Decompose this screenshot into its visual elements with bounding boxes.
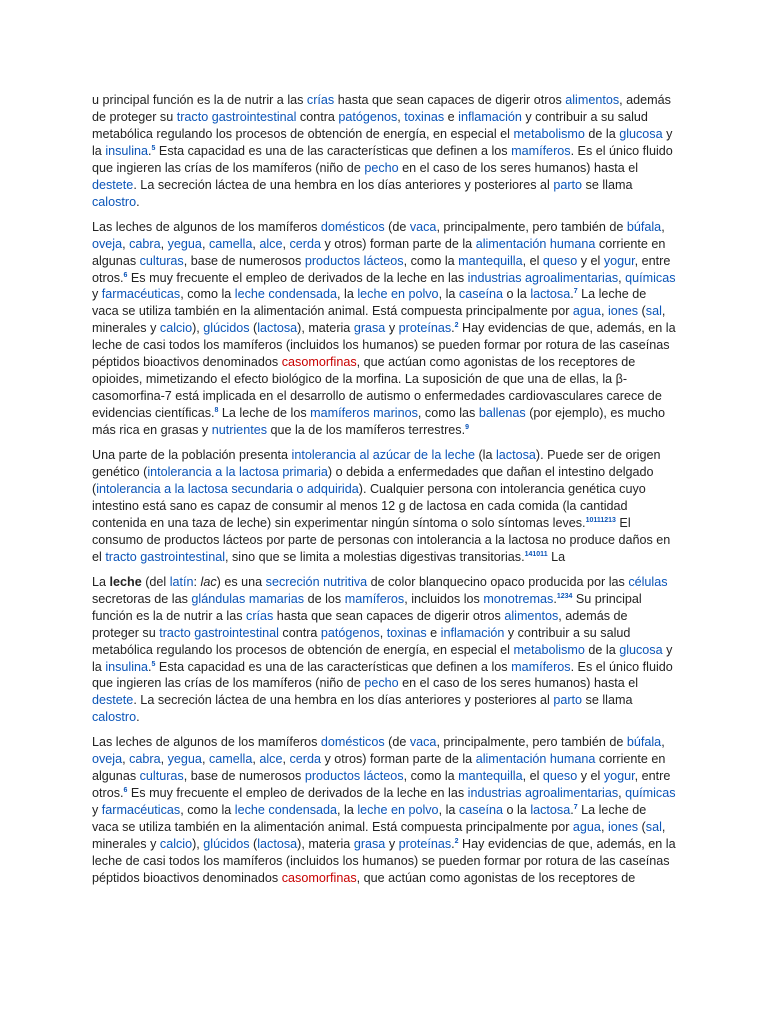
- text-run: (de: [384, 735, 410, 750]
- wiki-link[interactable]: químicas: [625, 270, 676, 285]
- text-run: , como la: [180, 287, 235, 302]
- wiki-link[interactable]: alce: [259, 236, 283, 251]
- wiki-link[interactable]: oveja: [92, 236, 123, 251]
- text-run: La leche de vaca se utiliza también en la alimentación animal. Está compuesta principalmente por: [92, 287, 647, 319]
- text-run: ), materia: [297, 837, 354, 852]
- text-run: ),: [192, 321, 204, 336]
- text-run: ,: [600, 820, 608, 835]
- text-run: , además de proteger su: [92, 608, 628, 640]
- wiki-link[interactable]: productos lácteos: [304, 769, 404, 784]
- wiki-link[interactable]: industrias agroalimentarias: [467, 270, 619, 285]
- text-run: , principalmente, pero también de: [436, 219, 627, 234]
- wiki-link[interactable]: secreción nutritiva: [265, 574, 368, 589]
- text-run: de la: [584, 126, 620, 141]
- text-run: , incluidos los: [404, 591, 484, 606]
- text-run: contra: [296, 109, 339, 124]
- wiki-link[interactable]: lactosa: [530, 803, 571, 818]
- italic-term: lac: [200, 574, 217, 589]
- wiki-link[interactable]: yogur: [603, 769, 635, 784]
- text-run: corriente en algunas: [92, 752, 666, 784]
- text-run: o la: [503, 803, 531, 818]
- wiki-link[interactable]: yogur: [603, 253, 635, 268]
- wiki-link[interactable]: caseína: [458, 287, 503, 302]
- reference-mark[interactable]: 6: [123, 271, 128, 279]
- text-run: corriente en algunas: [92, 236, 666, 268]
- wiki-link[interactable]: células: [628, 574, 668, 589]
- wiki-link[interactable]: ballenas: [478, 406, 526, 421]
- wiki-link[interactable]: iones: [607, 304, 639, 319]
- wiki-link[interactable]: agua: [572, 820, 601, 835]
- text-run: se llama: [582, 693, 633, 708]
- wiki-link[interactable]: cabra: [129, 236, 161, 251]
- wiki-link[interactable]: inflamación: [458, 109, 522, 124]
- wiki-link[interactable]: latín: [169, 574, 194, 589]
- text-run: ,: [201, 236, 209, 251]
- wiki-link[interactable]: búfala: [626, 735, 662, 750]
- wiki-link[interactable]: vaca: [409, 219, 437, 234]
- text-run: en el caso de los seres humanos) hasta el: [398, 676, 639, 691]
- text-run: hasta que sean capaces de digerir otros: [273, 608, 505, 623]
- text-run: y otros) forman parte de la: [320, 752, 476, 767]
- wiki-link[interactable]: calostro: [92, 710, 137, 725]
- text-run: (la: [474, 448, 496, 463]
- wiki-link[interactable]: lactosa: [257, 837, 298, 852]
- wiki-link[interactable]: productos lácteos: [304, 253, 404, 268]
- text-run: Es muy frecuente el empleo de derivados de la leche en las: [127, 786, 468, 801]
- reference-mark[interactable]: 5: [151, 144, 156, 152]
- text-run: , el: [522, 769, 543, 784]
- text-run: .: [136, 710, 140, 725]
- red-link[interactable]: casomorfinas: [281, 355, 357, 370]
- text-run: hasta que sean capaces de digerir otros: [334, 93, 566, 107]
- wiki-link[interactable]: cerda: [289, 236, 321, 251]
- text-run: e: [444, 109, 459, 124]
- text-run: ,: [618, 786, 626, 801]
- wiki-link[interactable]: tracto gastrointestinal: [105, 549, 226, 564]
- wiki-link[interactable]: cabra: [129, 752, 161, 767]
- wiki-link[interactable]: vaca: [409, 735, 437, 750]
- text-run: ,: [252, 752, 260, 767]
- text-run: y la: [92, 126, 673, 158]
- text-run: Su principal función es la de nutrir a las: [92, 591, 642, 623]
- wiki-link[interactable]: destete: [92, 693, 134, 708]
- wiki-link[interactable]: culturas: [139, 769, 184, 784]
- text-run: de color blanquecino opaco producida por las: [367, 574, 629, 589]
- wiki-link[interactable]: búfala: [626, 219, 662, 234]
- text-run: La: [92, 574, 110, 589]
- text-run: . La secreción láctea de una hembra en los días anteriores y posteriores al: [133, 693, 554, 708]
- text-run: , que actúan como agonistas de los receptores de: [356, 870, 636, 885]
- text-run: (: [638, 820, 646, 835]
- paragraph-3: [92, 447, 676, 566]
- text-run: ,: [160, 752, 168, 767]
- text-run: secretoras de las: [92, 591, 192, 606]
- text-run: , la: [337, 287, 358, 302]
- text-run: La leche de vaca se utiliza también en la alimentación animal. Está compuesta principalmente por: [92, 803, 647, 835]
- text-run: ,: [282, 752, 290, 767]
- text-run: .: [148, 143, 152, 158]
- wiki-link[interactable]: intolerancia a la lactosa secundaria o adquirida: [96, 481, 359, 496]
- text-run: ) o debida a enfermedades que dañan el intestino delgado (: [92, 465, 654, 496]
- wiki-link[interactable]: grasa: [353, 321, 386, 336]
- wiki-link[interactable]: camella: [208, 236, 253, 251]
- text-run: ,: [201, 752, 209, 767]
- wiki-link[interactable]: caseína: [458, 803, 503, 818]
- text-run: Una parte de la población presenta: [92, 448, 292, 463]
- wiki-link[interactable]: leche condensada: [234, 287, 338, 302]
- wiki-link[interactable]: leche condensada: [234, 803, 338, 818]
- reference-mark[interactable]: 7: [573, 288, 578, 296]
- text-run: La leche de los: [218, 406, 311, 421]
- text-run: . La secreción láctea de una hembra en los días anteriores y posteriores al: [133, 177, 554, 192]
- wiki-link[interactable]: industrias agroalimentarias: [467, 786, 619, 801]
- wiki-link[interactable]: glucosa: [619, 126, 663, 141]
- text-run: , además de proteger su: [92, 93, 671, 124]
- text-run: , la: [337, 803, 358, 818]
- text-run: y el: [577, 769, 604, 784]
- wiki-link[interactable]: químicas: [625, 786, 676, 801]
- wiki-link[interactable]: destete: [92, 177, 134, 192]
- text-run: ,: [122, 752, 130, 767]
- text-run: y contribuir a su salud metabólica regulando los procesos de obtención de energía, en especial el: [92, 625, 631, 657]
- text-run: Las leches de algunos de los mamíferos: [92, 735, 321, 750]
- text-run: y: [385, 321, 399, 336]
- wiki-link[interactable]: metabolismo: [513, 642, 585, 657]
- text-run: ,: [122, 236, 130, 251]
- wiki-link[interactable]: oveja: [92, 752, 123, 767]
- wiki-link[interactable]: farmacéuticas: [101, 287, 181, 302]
- wiki-link[interactable]: calcio: [159, 837, 193, 852]
- text-run: Es muy frecuente el empleo de derivados de la leche en las: [127, 270, 468, 285]
- text-run: ). Puede ser de origen genético (: [92, 448, 661, 480]
- text-run: , que actúan como agonistas de los receptores de opioides, mimetizando el efecto biológico de la morfina. La suposición de que una de ellas, la β-casomorfina-7 está implicada en el desarrollo de autismo o enfermedades cardiovasculares carece de evidencias científicas.: [92, 355, 662, 421]
- text-run: de los: [304, 591, 345, 606]
- wiki-link[interactable]: culturas: [139, 253, 184, 268]
- wiki-link[interactable]: domésticos: [320, 219, 385, 234]
- wiki-link[interactable]: toxinas: [386, 625, 427, 640]
- reference-mark[interactable]: 5: [151, 660, 156, 668]
- text-run: .: [451, 321, 455, 336]
- reference-mark[interactable]: 2: [454, 837, 459, 845]
- text-run: se llama: [582, 177, 633, 192]
- text-run: Hay evidencias de que, además, en la leche de casi todos los mamíferos (incluidos los humanos) se pueden formar por rotura de las caseínas péptidos bioactivos denominados: [92, 321, 676, 370]
- paragraph-2: [92, 219, 676, 439]
- text-run: , sino que se limita a molestias digestivas transitorias.: [225, 549, 525, 564]
- reference-mark[interactable]: 2: [454, 322, 459, 330]
- text-run: ,: [160, 236, 168, 251]
- text-run: :: [193, 574, 201, 589]
- wiki-link[interactable]: patógenos: [320, 625, 380, 640]
- bold-term: leche: [109, 574, 142, 589]
- wiki-link[interactable]: insulina: [105, 143, 149, 158]
- text-run: , como la: [180, 803, 235, 818]
- wiki-link[interactable]: domésticos: [320, 735, 385, 750]
- text-run: y la: [92, 642, 673, 674]
- reference-mark[interactable]: 6: [123, 786, 128, 794]
- text-run: ) es una: [216, 574, 266, 589]
- text-run: en el caso de los seres humanos) hasta el: [398, 160, 639, 175]
- wiki-link[interactable]: calostro: [92, 194, 137, 209]
- reference-mark[interactable]: 10111213: [585, 516, 616, 524]
- wiki-link[interactable]: intolerancia a la lactosa primaria: [147, 465, 328, 480]
- wiki-link[interactable]: crías: [306, 93, 335, 107]
- text-run: (: [249, 837, 258, 852]
- text-run: .: [148, 659, 152, 674]
- text-run: .: [570, 287, 574, 302]
- wiki-link[interactable]: yegua: [167, 752, 202, 767]
- wiki-link[interactable]: camella: [208, 752, 253, 767]
- text-run: y otros) forman parte de la: [320, 236, 476, 251]
- article-body: [92, 92, 676, 895]
- wiki-link[interactable]: glucosa: [619, 642, 663, 657]
- wiki-link[interactable]: mantequilla: [458, 253, 523, 268]
- wiki-link[interactable]: mantequilla: [458, 769, 523, 784]
- wiki-link[interactable]: glúcidos: [203, 321, 250, 336]
- paragraph-5: [92, 734, 676, 887]
- text-run: Esta capacidad es una de las características que definen a los: [155, 143, 512, 158]
- wiki-link[interactable]: alimentación humana: [475, 752, 596, 767]
- text-run: , como la: [403, 769, 459, 784]
- text-run: .: [451, 837, 455, 852]
- text-run: de la: [584, 642, 620, 657]
- wiki-link[interactable]: glándulas mamarias: [191, 591, 305, 606]
- wiki-link[interactable]: monotremas: [483, 591, 554, 606]
- wiki-link[interactable]: leche en polvo: [357, 803, 439, 818]
- wiki-link[interactable]: mamíferos: [511, 659, 571, 674]
- text-run: contra: [278, 625, 321, 640]
- text-run: ,: [661, 219, 665, 234]
- reference-mark[interactable]: 7: [573, 803, 578, 811]
- wiki-link[interactable]: tracto gastrointestinal: [176, 109, 297, 124]
- wiki-link[interactable]: mamíferos: [344, 591, 405, 606]
- wiki-link[interactable]: yegua: [167, 236, 202, 251]
- text-run: Las leches de algunos de los mamíferos: [92, 219, 321, 234]
- wiki-link[interactable]: sal: [645, 820, 662, 835]
- text-run: , la: [438, 803, 459, 818]
- wiki-link[interactable]: pecho: [364, 160, 399, 175]
- wiki-link[interactable]: glúcidos: [203, 837, 250, 852]
- wiki-link[interactable]: iones: [607, 820, 639, 835]
- wiki-link[interactable]: cerda: [289, 752, 321, 767]
- text-run: Esta capacidad es una de las características que definen a los: [155, 659, 512, 674]
- text-run: ), materia: [297, 321, 354, 336]
- text-run: La: [547, 549, 566, 564]
- wiki-link[interactable]: proteínas: [398, 321, 452, 336]
- wiki-link[interactable]: alimentos: [565, 93, 620, 107]
- wiki-link[interactable]: lactosa: [530, 287, 571, 302]
- text-run: (del: [141, 574, 170, 589]
- text-run: u principal función es la de nutrir a las: [92, 93, 307, 107]
- text-run: o la: [503, 287, 531, 302]
- wiki-link[interactable]: grasa: [353, 837, 386, 852]
- text-run: , como las: [417, 406, 479, 421]
- text-run: que la de los mamíferos terrestres.: [267, 423, 466, 438]
- wiki-link[interactable]: leche en polvo: [357, 287, 439, 302]
- red-link[interactable]: casomorfinas: [281, 870, 357, 885]
- text-run: (de: [384, 219, 410, 234]
- reference-mark[interactable]: 1234: [556, 592, 573, 600]
- text-run: , la: [438, 287, 459, 302]
- wiki-link[interactable]: mamíferos: [511, 143, 571, 158]
- text-run: (: [249, 321, 258, 336]
- text-run: ,: [661, 735, 665, 750]
- wiki-link[interactable]: insulina: [105, 659, 149, 674]
- text-run: y: [92, 287, 102, 302]
- text-run: y contribuir a su salud metabólica regulando los procesos de obtención de energía, en especial el: [92, 109, 648, 141]
- text-run: , entre otros.: [92, 253, 671, 285]
- wiki-link[interactable]: toxinas: [404, 109, 445, 124]
- reference-mark[interactable]: 141011: [524, 550, 548, 558]
- wiki-link[interactable]: lactosa: [257, 321, 298, 336]
- text-run: y: [385, 837, 399, 852]
- wiki-link[interactable]: alimentos: [504, 608, 559, 623]
- wiki-link[interactable]: proteínas: [398, 837, 452, 852]
- text-run: , base de numerosos: [183, 253, 305, 268]
- wiki-link[interactable]: alimentación humana: [475, 236, 596, 251]
- text-run: .: [553, 591, 557, 606]
- text-run: , el: [522, 253, 543, 268]
- wiki-link[interactable]: tracto gastrointestinal: [159, 625, 279, 640]
- wiki-link[interactable]: agua: [572, 304, 601, 319]
- text-run: (por ejemplo), es mucho más rica en grasas y: [92, 406, 666, 438]
- wiki-link[interactable]: parto: [553, 177, 583, 192]
- text-run: ,: [282, 236, 290, 251]
- wiki-link[interactable]: queso: [542, 769, 578, 784]
- wiki-link[interactable]: metabolismo: [513, 126, 585, 141]
- text-run: ),: [192, 837, 204, 852]
- text-run: ,: [618, 270, 626, 285]
- text-run: .: [570, 803, 574, 818]
- wiki-link[interactable]: farmacéuticas: [101, 803, 181, 818]
- wiki-link[interactable]: lactosa: [495, 448, 536, 463]
- text-run: ). Cualquier persona con intolerancia genética cuyo intestino está sano es capaz de consumir al menos 12 g de lactosa en cada comida (la cantidad contenida en una taza de leche) sin experimentar ningún síntoma o solo síntomas leves.: [92, 481, 646, 530]
- wiki-link[interactable]: inflamación: [440, 625, 505, 640]
- text-run: , minerales y: [92, 304, 666, 336]
- text-run: . Es el único fluido que ingieren las crías de los mamíferos (niño de: [92, 659, 673, 691]
- wiki-link[interactable]: crías: [246, 608, 274, 623]
- wiki-link[interactable]: sal: [645, 304, 662, 319]
- text-run: ,: [397, 109, 405, 124]
- reference-mark[interactable]: 9: [465, 423, 469, 431]
- text-run: y: [92, 803, 102, 818]
- text-run: , minerales y: [92, 820, 666, 852]
- text-run: .: [136, 194, 140, 209]
- text-run: Hay evidencias de que, además, en la leche de casi todos los mamíferos (incluidos los humanos) se pueden formar por rotura de las caseínas péptidos bioactivos denominados: [92, 837, 676, 885]
- reference-mark[interactable]: 8: [214, 406, 219, 414]
- paragraph-1: [92, 92, 676, 211]
- text-run: El consumo de productos lácteos por parte de personas con intolerancia a la lactosa no produce daños en el: [92, 515, 671, 564]
- wiki-link[interactable]: pecho: [364, 676, 399, 691]
- wiki-link[interactable]: calcio: [159, 321, 193, 336]
- text-run: , principalmente, pero también de: [436, 735, 627, 750]
- text-run: , entre otros.: [92, 769, 671, 801]
- text-run: ,: [600, 304, 608, 319]
- wiki-link[interactable]: intolerancia al azúcar de la leche: [291, 448, 475, 463]
- text-run: , como la: [403, 253, 459, 268]
- text-run: y el: [577, 253, 604, 268]
- text-run: . Es el único fluido que ingieren las crías de los mamíferos (niño de: [92, 143, 673, 175]
- text-run: (: [638, 304, 646, 319]
- wiki-link[interactable]: queso: [542, 253, 578, 268]
- wiki-link[interactable]: nutrientes: [211, 423, 267, 438]
- text-run: ,: [379, 625, 387, 640]
- paragraph-4: [92, 574, 676, 727]
- wiki-link[interactable]: patógenos: [338, 109, 398, 124]
- wiki-link[interactable]: parto: [553, 693, 583, 708]
- text-run: e: [426, 625, 441, 640]
- wiki-link[interactable]: mamíferos marinos: [310, 406, 418, 421]
- text-run: , base de numerosos: [183, 769, 305, 784]
- wiki-link[interactable]: alce: [259, 752, 283, 767]
- text-run: ,: [252, 236, 260, 251]
